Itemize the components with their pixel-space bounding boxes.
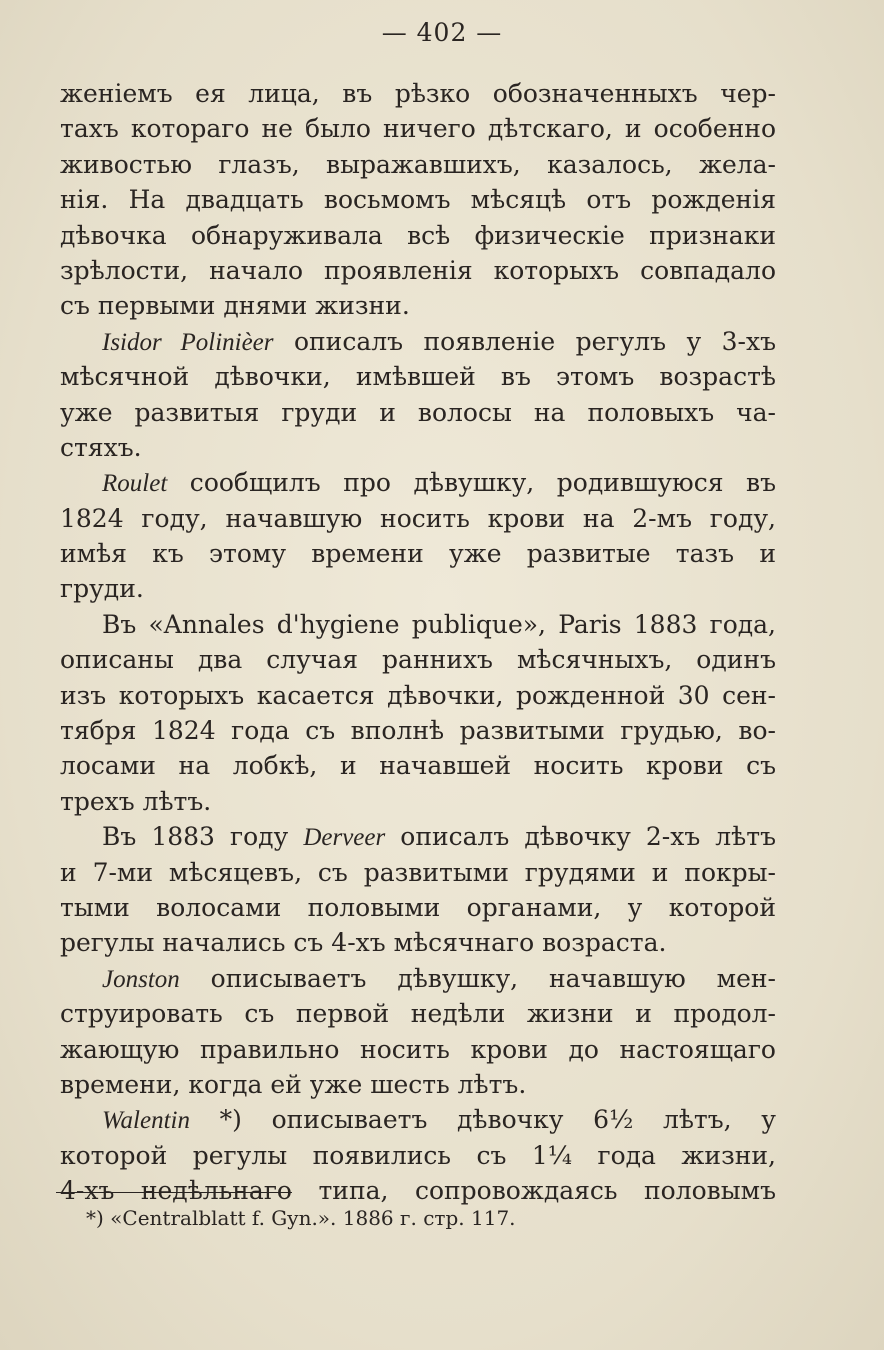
text-line: и 7-ми мѣсяцевъ, съ развитыми грудями и покры- (60, 857, 776, 887)
text-line: женіемъ ея лица, въ рѣзко обозначенныхъ чер- (60, 79, 776, 108)
text-line: Въ 1883 году Derveer описалъ дѣвочку 2-хъ лѣтъ (102, 822, 776, 852)
text-line: уже развитыя груди и волосы на половыхъ ча- (60, 397, 776, 427)
author-name: Derveer (303, 824, 386, 852)
text-line: 1824 году, начавшую носить крови на 2-мъ году, (60, 503, 776, 533)
text-line: Roulet сообщилъ про дѣвушку, родившуюся въ (102, 468, 776, 498)
author-name: Roulet (102, 470, 168, 498)
text-line: Въ «Annales d'hygiene publique», Paris 1883 года, (102, 609, 776, 639)
author-name: Isidor Polinièer (102, 328, 274, 356)
text-line: мѣсячной дѣвочки, имѣвшей въ этомъ возрастѣ (60, 362, 776, 392)
text-line: лосами на лобкѣ, и начавшей носить крови съ (60, 751, 776, 781)
text-line: Walentin *) описываетъ дѣвочку 6½ лѣтъ, у (102, 1105, 776, 1135)
text-line: тыми волосами половыми органами, у которой (60, 892, 776, 922)
text-line: жающую правильно носить крови до настоящаго (60, 1034, 776, 1064)
text-line: стяхъ. (60, 432, 142, 462)
author-name: Jonston (102, 965, 180, 993)
text-line: времени, когда ей уже шесть лѣтъ. (60, 1069, 527, 1099)
text-line: нія. На двадцать восьмомъ мѣсяцѣ отъ рожденія (60, 185, 776, 215)
text-line: описаны два случая раннихъ мѣсячныхъ, одинъ (60, 645, 776, 675)
text-line: груди. (60, 574, 144, 604)
text-line: 4-хъ недѣльнаго типа, сопровождаясь половымъ (60, 1176, 776, 1206)
author-name: Walentin (102, 1107, 190, 1135)
text-line: живостью глазъ, выражавшихъ, казалось, жела- (60, 149, 776, 179)
text-line: Isidor Polinièer описалъ появленіе регулъ у 3-хъ (102, 326, 776, 356)
page-number: — 402 — (381, 18, 503, 47)
text-line: изъ которыхъ касается дѣвочки, рожденной 30 сен- (60, 680, 776, 710)
text-line: тября 1824 года съ вполнѣ развитыми грудью, во- (60, 716, 776, 746)
text-line: Jonston описываетъ дѣвушку, начавшую мен- (102, 963, 776, 993)
footnote-divider (56, 1192, 292, 1193)
text-line: трехъ лѣтъ. (60, 786, 212, 816)
text-line: которой регулы появились съ 1¼ года жизни, (60, 1140, 776, 1170)
text-line: тахъ котораго не было ничего дѣтскаго, и особенно (60, 114, 776, 144)
text-line: струировать съ первой недѣли жизни и продол- (60, 999, 776, 1029)
text-line: регулы начались съ 4-хъ мѣсячнаго возраста. (60, 928, 667, 958)
text-line: дѣвочка обнаруживала всѣ физическіе признаки (60, 220, 776, 250)
body-text (60, 76, 776, 1209)
footnote: *) «Centralblatt f. Gyn.». 1886 г. стр. 117. (86, 1206, 516, 1230)
text-line: зрѣлости, начало проявленія которыхъ совпадало (60, 255, 776, 285)
text-line: съ первыми днями жизни. (60, 291, 410, 321)
text-line: имѣя къ этому времени уже развитые тазъ и (60, 539, 776, 569)
